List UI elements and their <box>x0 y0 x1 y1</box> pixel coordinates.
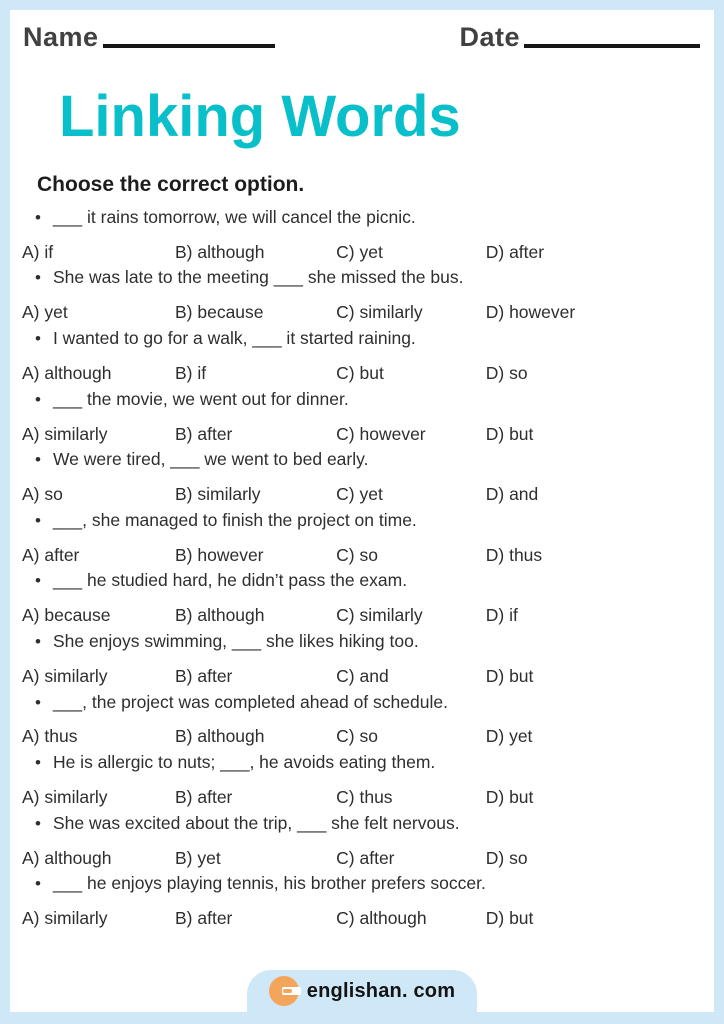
option-d: D) so <box>485 362 528 383</box>
option-c: C) similarly <box>336 605 423 626</box>
options-row <box>22 419 702 449</box>
option-d: D) but <box>485 665 534 686</box>
question-text: ___ it rains tomorrow, we will cancel the picnic. <box>52 206 416 227</box>
option-b: B) after <box>175 665 233 686</box>
options-row <box>22 358 702 388</box>
option-c: C) thus <box>336 787 393 808</box>
option-d: D) but <box>485 908 534 929</box>
date-field <box>459 22 700 53</box>
option-c: C) although <box>336 908 427 929</box>
question-item <box>22 570 702 631</box>
date-fill-line <box>524 44 700 48</box>
option-d: D) if <box>485 605 518 626</box>
option-d: D) so <box>485 847 528 868</box>
name-label: Name <box>23 22 99 52</box>
option-d: D) but <box>485 423 534 444</box>
question-item <box>22 813 702 874</box>
options-row <box>22 237 702 267</box>
bullet-icon: • <box>35 389 41 409</box>
brand-name: englishan. com <box>306 979 456 1002</box>
question-item <box>22 873 702 934</box>
option-c: C) so <box>336 544 378 565</box>
option-a: A) so <box>22 484 63 505</box>
question-item <box>22 328 702 389</box>
question-text: She was late to the meeting ___ she missed the bus. <box>52 267 464 288</box>
question-item <box>22 267 702 328</box>
bullet-icon: • <box>35 450 41 470</box>
options-row <box>22 661 702 691</box>
option-c: C) yet <box>336 241 383 262</box>
option-c: C) yet <box>336 484 383 505</box>
page-title: Linking Words <box>59 84 461 149</box>
option-b: B) similarly <box>175 484 261 505</box>
question-text: ___, she managed to finish the project on time. <box>52 509 417 530</box>
option-c: C) so <box>336 726 378 747</box>
bullet-icon: • <box>35 753 41 773</box>
option-b: B) after <box>175 908 233 929</box>
option-d: D) thus <box>485 544 543 565</box>
option-c: C) however <box>336 423 426 444</box>
bullet-icon: • <box>35 328 41 348</box>
option-a: A) because <box>22 605 111 626</box>
bullet-icon: • <box>35 571 41 591</box>
options-row <box>22 540 702 570</box>
question-text: We were tired, ___ we went to bed early. <box>52 449 369 470</box>
option-a: A) similarly <box>22 908 108 929</box>
question-item <box>22 631 702 692</box>
header <box>10 10 714 53</box>
bullet-icon: • <box>35 813 41 833</box>
bullet-icon: • <box>35 692 41 712</box>
question-text: ___ he studied hard, he didn’t pass the exam. <box>52 570 408 591</box>
option-c: C) similarly <box>336 302 423 323</box>
options-row <box>22 298 702 328</box>
englishan-logo-icon <box>269 976 299 1006</box>
name-field <box>23 22 275 53</box>
option-a: A) although <box>22 847 112 868</box>
option-d: D) after <box>485 241 545 262</box>
question-item <box>22 692 702 753</box>
option-c: C) but <box>336 362 384 383</box>
question-text: He is allergic to nuts; ___, he avoids eating them. <box>52 752 436 773</box>
questions-list <box>10 197 714 934</box>
option-b: B) although <box>175 241 265 262</box>
options-row <box>22 601 702 631</box>
bullet-icon: • <box>35 631 41 651</box>
options-row <box>22 722 702 752</box>
question-text: ___ he enjoys playing tennis, his brother prefers soccer. <box>52 873 486 894</box>
question-text: She was excited about the trip, ___ she felt nervous. <box>52 812 460 833</box>
options-row <box>22 479 702 509</box>
bullet-icon: • <box>35 510 41 530</box>
option-a: A) although <box>22 362 112 383</box>
option-b: B) if <box>175 362 207 383</box>
question-text: I wanted to go for a walk, ___ it started raining. <box>52 327 416 348</box>
worksheet-page <box>10 10 714 1012</box>
option-a: A) yet <box>22 302 68 323</box>
question-item <box>22 207 702 268</box>
bullet-icon: • <box>35 268 41 288</box>
option-d: D) but <box>485 787 534 808</box>
option-d: D) however <box>485 302 576 323</box>
options-row <box>22 904 702 934</box>
brand-footer <box>247 970 477 1012</box>
question-text: ___ the movie, we went out for dinner. <box>52 388 349 409</box>
option-a: A) if <box>22 241 54 262</box>
bullet-icon: • <box>35 874 41 894</box>
question-item <box>22 449 702 510</box>
option-d: D) yet <box>485 726 533 747</box>
option-d: D) and <box>485 484 539 505</box>
instruction-heading: Choose the correct option. <box>37 172 305 196</box>
question-item <box>22 752 702 813</box>
question-text: ___, the project was completed ahead of schedule. <box>52 691 448 712</box>
option-c: C) and <box>336 665 389 686</box>
name-fill-line <box>103 44 275 48</box>
option-b: B) although <box>175 605 265 626</box>
question-item <box>22 510 702 571</box>
option-c: C) after <box>336 847 395 868</box>
question-item <box>22 389 702 450</box>
option-a: A) thus <box>22 726 78 747</box>
date-label: Date <box>459 22 520 52</box>
option-b: B) after <box>175 423 233 444</box>
option-a: A) after <box>22 544 80 565</box>
options-row <box>22 843 702 873</box>
option-a: A) similarly <box>22 423 108 444</box>
option-a: A) similarly <box>22 787 108 808</box>
bullet-icon: • <box>35 207 41 227</box>
option-b: B) although <box>175 726 265 747</box>
option-b: B) after <box>175 787 233 808</box>
question-text: She enjoys swimming, ___ she likes hiking too. <box>52 630 419 651</box>
option-b: B) however <box>175 544 264 565</box>
option-b: B) because <box>175 302 264 323</box>
options-row <box>22 782 702 812</box>
option-a: A) similarly <box>22 665 108 686</box>
option-b: B) yet <box>175 847 221 868</box>
